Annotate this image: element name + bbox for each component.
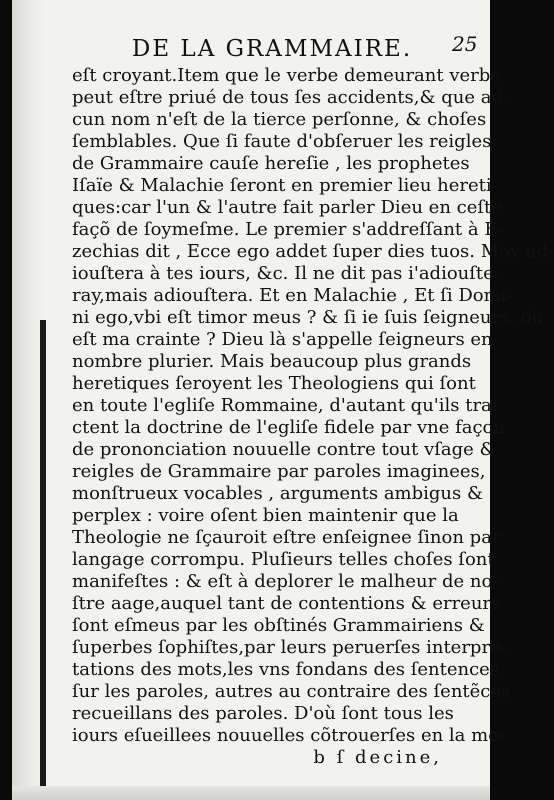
text-line: façõ de ſoymeſme. Le premier s'addreſſant à E- — [72, 219, 504, 240]
text-line: reigles de Grammaire par paroles imaginees, — [72, 461, 486, 482]
text-line: de Grammaire cauſe hereſie , les prophetes — [72, 153, 470, 174]
text-line: tations des mots,les vns fondans des ſentences — [72, 659, 500, 680]
body-text — [72, 65, 554, 769]
page-bottom-shadow — [12, 786, 490, 800]
text-line: ſur les paroles, autres au contraire des ſentẽces — [72, 681, 511, 702]
running-title: DE LA GRAMMAIRE. — [131, 36, 413, 62]
text-line: Theologie ne ſçauroit eſtre enſeignee ſinon par — [72, 527, 501, 548]
text-line: iouſtera à tes iours, &c. Il ne dit pas i'adiouſte- — [72, 263, 500, 284]
text-line: ray,mais adiouſtera. Et en Malachie , Et ſi Domi- — [72, 285, 513, 306]
text-line: ſuperbes ſophiſtes,par leurs peruerſes interpre- — [72, 637, 507, 658]
page-edge-binding — [40, 320, 46, 790]
text-line: en toute l'egliſe Rommaine, d'autant qu'ils trai — [72, 395, 498, 416]
text-line: perplex : voire oſent bien maintenir que la — [72, 505, 459, 526]
text-line: langage corrompu. Pluſieurs telles choſes ſont — [72, 549, 495, 570]
text-line: Iſaïe & Malachie ſeront en premier lieu hereti- — [72, 175, 498, 196]
text-line: ques:car l'un & l'autre fait parler Dieu en ceſte — [72, 197, 502, 218]
text-line: eſt ma crainte ? Dieu là s'appelle ſeigneurs en — [72, 329, 493, 350]
text-line: de prononciation nouuelle contre tout vſage & — [72, 439, 496, 460]
partial-last-line: b ſ decine, — [313, 747, 442, 768]
text-line: heretiques ſeroyent les Theologiens qui ſont — [72, 373, 476, 394]
page-number: 25 — [452, 32, 478, 56]
text-line: recueillans des paroles. D'où ſont tous les — [72, 703, 454, 724]
text-line: cun nom n'eſt de la tierce perſonne, & choſes — [72, 109, 487, 130]
text-line: iours eſueillees nouuelles cõtrouerſes en la me- — [72, 725, 505, 746]
text-line: manifeſtes : & eſt à deplorer le malheur de no- — [72, 571, 499, 592]
text-line: ſemblables. Que ſi faute d'obſeruer les reigles — [72, 131, 492, 152]
text-line: zechias dit , Ecce ego addet ſuper dies tuos. Moy ad- — [72, 241, 554, 262]
text-line: ſont eſmeus par les obſtinés Grammairiens & — [72, 615, 485, 636]
text-line: ni ego,vbi eſt timor meus ? & ſi ie ſuis ſeigneurs, où — [72, 307, 544, 328]
book-page — [12, 0, 554, 800]
text-line: ctent la doctrine de l'egliſe fidele par vne façon — [72, 417, 505, 438]
text-line: eſt croyant.Item que le verbe demeurant verbe — [72, 65, 501, 86]
text-line: monſtrueux vocables , arguments ambigus & — [72, 483, 483, 504]
text-line: nombre plurier. Mais beaucoup plus grands — [72, 351, 472, 372]
text-line: ſtre aage,auquel tant de contentions & erreurs — [72, 593, 501, 614]
text-line: peut eſtre priué de tous ſes accidents,& que au- — [72, 87, 510, 108]
